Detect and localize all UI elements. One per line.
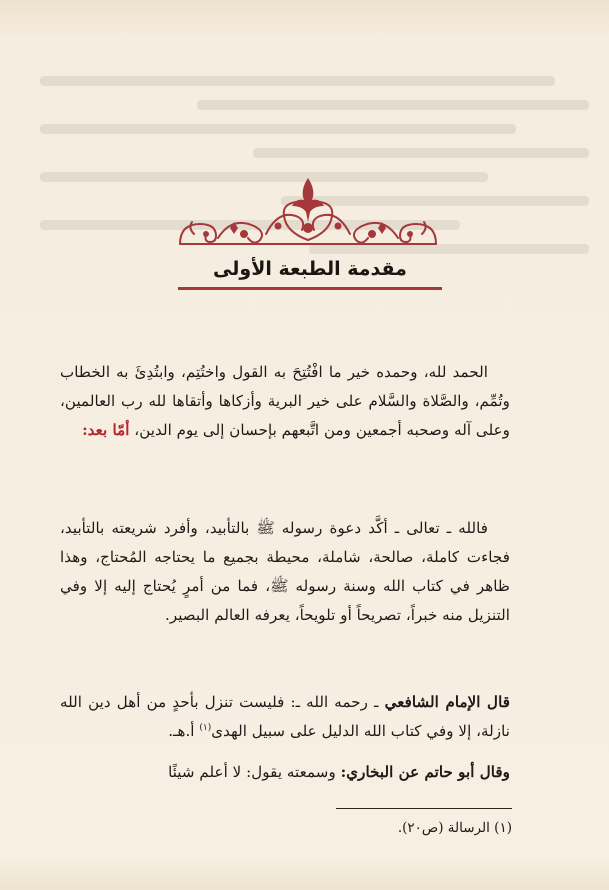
paragraph-3-end: أ.هـ. — [168, 722, 195, 740]
footnote-number: (١) — [494, 820, 512, 836]
paragraph-3-text: ـ رحمه الله ـ: فليست تنزل بأحدٍ من أهل دين الله نازلة، إلا وفي كتاب الله الدليل على سبيل الهدى — [60, 693, 510, 740]
paragraph-2 — [60, 514, 510, 630]
bukhari-lead: وقال أبو حاتم عن البخاري: — [340, 763, 510, 781]
paragraph-2-text: فالله ـ تعالى ـ أكَّد دعوة رسوله ﷺ بالتأبيد، وأفرد شريعته بالتأبيد، فجاءت كاملة، صالحة، شاملة، محيطة بجميع ما يحتاجه المُحتاج، وهذا ظاهر في كتاب الله وسنة رسوله ﷺ، فما من أمرٍ يُحتاج إليه إلا وفي التنزيل منه خبراً، تصريحاً أو تلويحاً، يعرفه العالم البصير. — [60, 519, 510, 624]
footnote-text: الرسالة (ص٢٠). — [397, 820, 490, 836]
footnote-separator — [336, 808, 512, 809]
section-heading: مقدمة الطبعة الأولى — [213, 258, 407, 280]
paragraph-4 — [60, 758, 510, 787]
shafii-lead: قال الإمام الشافعي — [384, 693, 510, 711]
paragraph-4-text: وسمعته يقول: لا أعلم شيئًا — [168, 763, 336, 781]
footnote-reference: (١) — [199, 722, 212, 733]
amma-baad: أمّا بعد: — [82, 421, 130, 439]
paragraph-1-text: الحمد لله، وحمده خير ما افْتُتِحَ به القول واختُتِم، وابتُدِئَ به الخطاب وتُمِّم، والصَّلاة والسَّلام على خير البرية وأزكاها وأتقاها لله رب العالمين، وعلى آله وصحبه أجمعين ومن اتَّبعهم بإحسان إلى يوم الدين، — [60, 363, 510, 439]
footnote — [300, 820, 512, 836]
heading-underline — [178, 287, 442, 290]
floral-ornament — [174, 176, 442, 250]
paragraph-1 — [60, 358, 510, 445]
paragraph-3 — [60, 688, 510, 746]
